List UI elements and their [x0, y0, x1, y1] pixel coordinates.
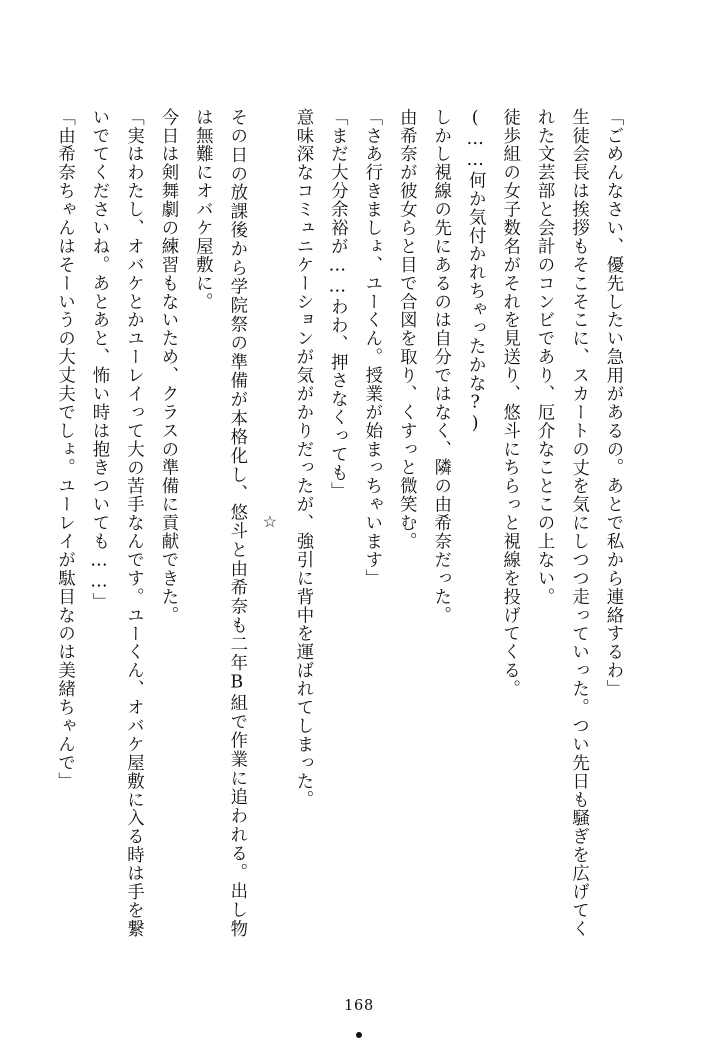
novel-text-body — [54, 108, 630, 938]
paragraph: 「由希奈ちゃんはそーいうの大丈夫でしょ。ユーレイが駄目なのは美緒ちゃんで」 — [54, 108, 75, 791]
paragraph: 「ごめんなさい、優先したい急用があるの。あとで私から連絡するわ」 — [603, 108, 623, 699]
page-number: 168 — [344, 998, 374, 1014]
paragraph: しかし視線の先にあるのは自分ではなく、隣の由希奈だった。 — [430, 108, 451, 625]
scene-separator-star: ☆ — [260, 511, 280, 535]
paragraph: 意味深なコミュニケーションが気がかりだったが、強引に背中を運ばれてしまった。 — [292, 108, 313, 809]
paragraph: 「実はわたし、オバケとかユーレイって大の苦手なんです。ユーくん、オバケ屋敷に入る時は手を繋いでてくださいね。あとあと、怖い時は抱きついても……」 — [88, 108, 144, 938]
paragraph: (……何か気付かれちゃったかな?) — [465, 108, 486, 435]
paragraph: 生徒会長は挨拶もそこそこに、スカートの丈を気にしつつ走っていった。つい先日も騒ぎを広げてくれた文芸部と会計のコンビであり、厄介なことこの上ない。 — [534, 108, 589, 938]
paragraph: 「まだ大分余裕が……わわ、押さなくっても」 — [327, 108, 348, 501]
paragraph: 今日は剣舞劇の練習もないため、クラスの準備に貢献できた。 — [157, 108, 178, 625]
paragraph: 徒歩組の女子数名がそれを見送り、悠斗にちらっと視線を投げてくる。 — [499, 108, 520, 699]
paragraph: 由希奈が彼女らと目で合図を取り、くすっと微笑む。 — [396, 108, 417, 551]
bottom-dot-mark — [356, 1032, 362, 1038]
paragraph: 「さあ行きましょ、ユーくん。授業が始まっちゃいます」 — [361, 108, 382, 588]
paragraph: その日の放課後から学院祭の準備が本格化し、悠斗と由希奈も二年B組で作業に追われる。出し物は無難にオバケ屋敷に。 — [192, 108, 247, 938]
